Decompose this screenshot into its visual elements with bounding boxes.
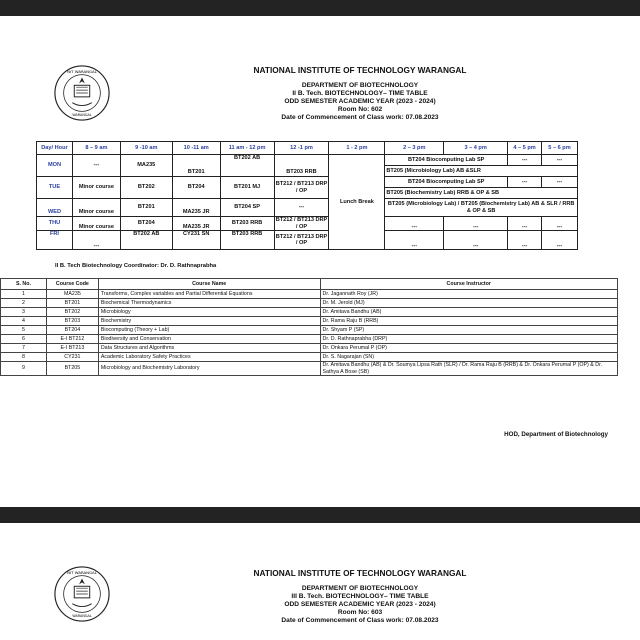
timetable-row-fri	[37, 231, 578, 249]
slot-cell: BT201	[120, 199, 172, 217]
day-cell: TUE	[37, 177, 73, 199]
cell-code: CY231	[46, 353, 98, 362]
slot-cell: BT205 (Microbiology Lab) / BT205 (Biochemistry Lab) AB & SLR / RRB & OP & SB	[385, 199, 578, 217]
cell-sno: 3	[1, 308, 47, 317]
department-name: DEPARTMENT OF BIOTECHNOLOGY	[301, 81, 419, 89]
cell-instructor: Dr. M. Jerold (MJ)	[320, 299, 618, 308]
room-number: Room No: 602	[337, 105, 383, 113]
program-title: III B. Tech. BIOTECHNOLOGY– TIME TABLE	[291, 592, 429, 600]
table-row	[1, 362, 618, 376]
header-cell: Day/ Hour	[37, 142, 73, 155]
cell-sno: 6	[1, 335, 47, 344]
svg-text:WARANGAL: WARANGAL	[72, 614, 92, 619]
cell-code: BT204	[46, 326, 98, 335]
slot-cell: BT212 / BT213 DRP / OP	[275, 217, 328, 230]
cell-instructor: Dr. Onkara Perumal P (OP)	[320, 344, 618, 353]
slot-cell: ---	[274, 199, 329, 217]
institute-name: NATIONAL INSTITUTE OF TECHNOLOGY WARANGAL	[253, 65, 467, 75]
header-cell: S. No.	[1, 279, 47, 290]
day-cell: THU	[37, 217, 73, 231]
cell-instructor: Dr. Amitava Bandhu (AB) & Dr. Soumya Lipsa Rath (SLR) / Dr. Rama Raju B (RRB) & Dr. Onkara Perumal P (OP) & Dr. Sathya A Bose (SB)	[320, 362, 618, 376]
slot-cell: Minor course	[72, 177, 120, 199]
room-number: Room No: 603	[337, 608, 383, 616]
top-dark-bar	[0, 0, 640, 16]
slot-cell: ---	[541, 177, 577, 188]
slot-cell: ---	[444, 217, 508, 231]
commencement-date: Date of Commencement of Class work: 07.08.2023	[281, 113, 439, 121]
cell-sno: 7	[1, 344, 47, 353]
header-cell: 3 – 4 pm	[444, 142, 508, 155]
cell-code: E-I BT213	[46, 344, 98, 353]
slot-cell: BT202 AB	[120, 231, 172, 250]
cell-instructor: Dr. Rama Raju B (RRB)	[320, 317, 618, 326]
institute-name: NATIONAL INSTITUTE OF TECHNOLOGY WARANGAL	[253, 568, 467, 578]
cell-sno: 4	[1, 317, 47, 326]
document-header	[200, 569, 520, 624]
header-cell: Course Code	[46, 279, 98, 290]
document-page-1	[0, 16, 640, 507]
cell-sno: 8	[1, 353, 47, 362]
slot-cell: BT205 (Biochemistry Lab) RRB & OP & SB	[385, 188, 578, 199]
slot-cell: BT204 SP	[220, 199, 274, 217]
header-cell: 4 – 5 pm	[508, 142, 542, 155]
slot-cell: BT212 / BT213 DRP / OP	[274, 231, 329, 250]
slot-cell: BT201	[172, 155, 220, 177]
cell-code: BT202	[46, 308, 98, 317]
cell-instructor: Dr. Jagannath Roy (JR)	[320, 290, 618, 299]
header-cell: Course Instructor	[320, 279, 618, 290]
header-cell: 11 am - 12 pm	[220, 142, 274, 155]
program-title: II B. Tech. BIOTECHNOLOGY– TIME TABLE	[292, 89, 428, 97]
table-row	[1, 335, 618, 344]
cell-instructor: Dr. D. Rathnaprabha (DRP)	[320, 335, 618, 344]
slot-cell: MA235	[120, 155, 172, 177]
day-cell: WED	[37, 199, 73, 217]
page-separator	[0, 507, 640, 523]
cell-sno: 1	[1, 290, 47, 299]
nit-warangal-logo-icon	[53, 565, 111, 623]
svg-text:NIT WARANGAL: NIT WARANGAL	[67, 570, 97, 576]
cell-course-name: Biochemistry	[98, 317, 320, 326]
timetable-row-thu	[37, 217, 578, 229]
table-row	[1, 308, 618, 317]
timetable-header-row	[37, 142, 578, 155]
slot-cell: Minor course	[72, 217, 120, 231]
slot-cell: ---	[385, 217, 444, 231]
cell-code: MA235	[46, 290, 98, 299]
slot-cell: ---	[508, 217, 542, 231]
header-cell: 1 - 2 pm	[329, 142, 385, 155]
cell-instructor: Dr. Shyam P (SP)	[320, 326, 618, 335]
slot-cell: ---	[508, 177, 542, 188]
cell-sno: 2	[1, 299, 47, 308]
slot-cell: BT212 / BT213 DRP / OP	[274, 177, 329, 199]
course-table-header-row	[1, 279, 618, 290]
slot-cell: BT204	[120, 217, 172, 231]
slot-cell: ---	[541, 231, 577, 250]
table-row	[1, 317, 618, 326]
table-row	[1, 290, 618, 299]
header-cell: 2 – 3 pm	[385, 142, 444, 155]
header-cell: 9 -10 am	[120, 142, 172, 155]
timetable	[36, 141, 578, 250]
header-cell: Course Name	[98, 279, 320, 290]
svg-text:NIT WARANGAL: NIT WARANGAL	[67, 69, 97, 75]
slot-cell: ---	[385, 231, 444, 250]
slot-cell: BT203 RRB	[220, 231, 274, 250]
cell-instructor: Dr. Amitava Bandhu (AB)	[320, 308, 618, 317]
document-header	[200, 66, 520, 121]
header-cell: 10 -11 am	[172, 142, 220, 155]
timetable-row-mon	[37, 155, 578, 166]
slot-cell: BT203 RRB	[274, 155, 329, 177]
slot-cell: CY231 SN	[172, 231, 220, 250]
cell-sno: 9	[1, 362, 47, 376]
slot-cell: MA235 JR	[172, 199, 220, 217]
timetable-row-tue	[37, 177, 578, 188]
hod-signature-label: HOD, Department of Biotechnology	[504, 431, 608, 438]
timetable-row-wed	[37, 199, 578, 208]
slot-cell: BT201 MJ	[220, 177, 274, 199]
cell-course-name: Academic Laboratory Safety Practices	[98, 353, 320, 362]
slot-cell: BT202	[120, 177, 172, 199]
slot-cell: ---	[72, 155, 120, 177]
lunch-break-cell: Lunch Break	[329, 155, 385, 250]
cell-course-name: Microbiology and Biochemistry Laboratory	[98, 362, 320, 376]
cell-sno: 5	[1, 326, 47, 335]
commencement-date: Date of Commencement of Class work: 07.08.2023	[281, 616, 439, 624]
cell-course-name: Data Structures and Algorithms	[98, 344, 320, 353]
slot-cell: ---	[72, 231, 120, 250]
table-row	[1, 344, 618, 353]
table-row	[1, 353, 618, 362]
cell-course-name: Transforms, Complex variables and Partial Differential Equations	[98, 290, 320, 299]
cell-course-name: Biochemical Thermodynamics	[98, 299, 320, 308]
slot-cell: Minor course	[72, 199, 120, 217]
slot-cell: ---	[541, 155, 577, 166]
semester-label: ODD SEMESTER ACADEMIC YEAR (2023 - 2024)	[284, 600, 436, 608]
course-table	[0, 278, 618, 376]
slot-cell: ---	[508, 155, 542, 166]
slot-cell: BT205 (Microbiology Lab) AB &SLR	[385, 166, 578, 177]
day-cell: MON	[37, 155, 73, 177]
day-cell: FRI	[37, 231, 73, 250]
nit-warangal-logo-icon	[53, 64, 111, 122]
slot-cell: ---	[541, 217, 577, 231]
cell-course-name: Biodiversity and Conservation	[98, 335, 320, 344]
slot-cell: BT202 AB	[220, 155, 274, 177]
cell-course-name: Biocomputing (Theory + Lab)	[98, 326, 320, 335]
svg-text:WARANGAL: WARANGAL	[72, 113, 92, 118]
cell-code: BT205	[46, 362, 98, 376]
slot-cell: BT203 RRB	[220, 217, 274, 231]
slot-cell: MA235 JR	[172, 217, 220, 231]
semester-label: ODD SEMESTER ACADEMIC YEAR (2023 - 2024)	[284, 97, 436, 105]
cell-instructor: Dr. S. Nagarajan (SN)	[320, 353, 618, 362]
table-row	[1, 299, 618, 308]
slot-cell: BT204	[172, 177, 220, 199]
slot-cell: ---	[508, 231, 542, 250]
header-cell: 5 – 6 pm	[541, 142, 577, 155]
slot-cell: ---	[444, 231, 508, 250]
table-row	[1, 326, 618, 335]
slot-cell: BT204 Biocomputing Lab SP	[385, 155, 508, 166]
slot-cell: BT204 Biocomputing Lab SP	[385, 177, 508, 188]
cell-code: BT201	[46, 299, 98, 308]
cell-code: BT203	[46, 317, 98, 326]
cell-course-name: Microbiology	[98, 308, 320, 317]
header-cell: 12 -1 pm	[274, 142, 329, 155]
header-cell: 8 – 9 am	[72, 142, 120, 155]
cell-code: E-I BT212	[46, 335, 98, 344]
department-name: DEPARTMENT OF BIOTECHNOLOGY	[301, 584, 419, 592]
document-page-2	[0, 523, 640, 640]
coordinator-line: II B. Tech Biotechnology Coordinator: Dr. D. Rathnaprabha	[55, 263, 217, 269]
